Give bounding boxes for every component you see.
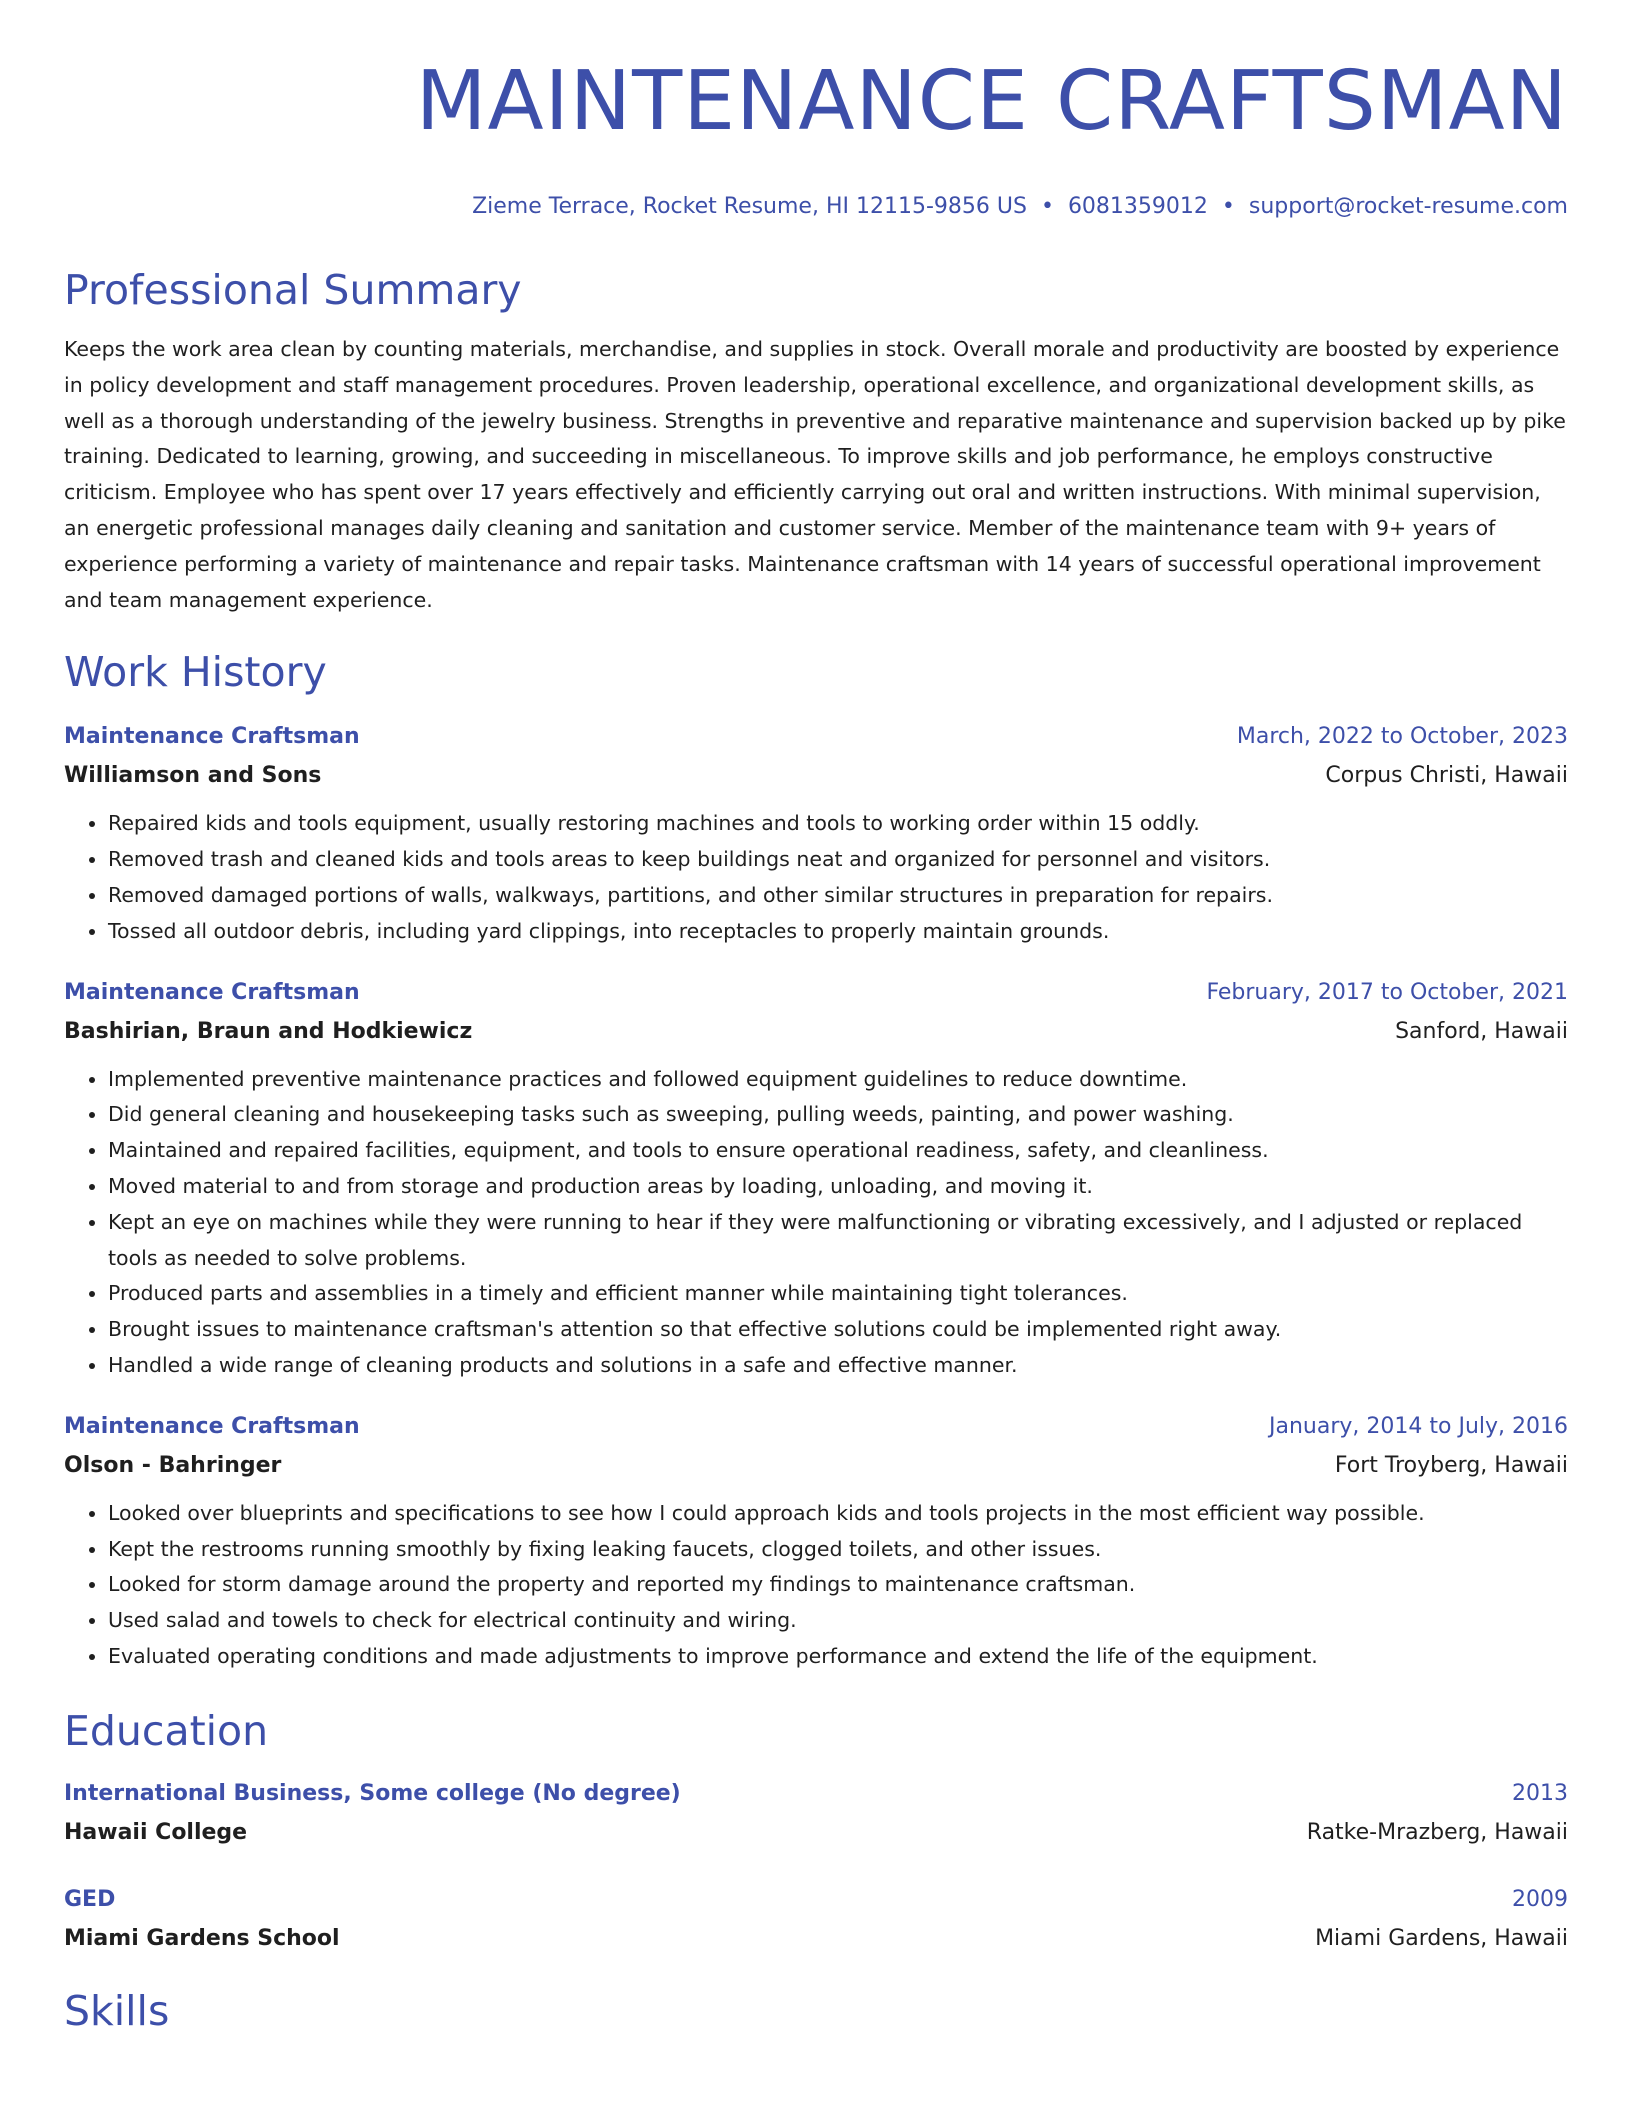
job-bullet: • Looked for storm damage around the property and reported my findings to maintenance craftsman.: [108, 1567, 1568, 1603]
education-school: Hawaii College: [64, 1819, 248, 1845]
education-degree: International Business, Some college (No degree): [64, 1780, 681, 1806]
contact-separator: •: [1040, 194, 1054, 219]
job-bullet: • Kept an eye on machines while they were running to hear if they were malfunctioning or vibrating excessively, and I adjusted or replaced tools as needed to solve problems.: [108, 1205, 1568, 1277]
education-year: 2009: [1512, 1886, 1568, 1912]
job-bullets: [64, 1496, 1568, 1675]
job-company-row: [64, 756, 1568, 796]
job-bullet: • Used salad and towels to check for electrical continuity and wiring.: [108, 1603, 1568, 1639]
job-location: Corpus Christi, Hawaii: [1325, 763, 1568, 789]
job-bullet: • Looked over blueprints and specifications to see how I could approach kids and tools projects in the most efficient way possible.: [108, 1496, 1568, 1532]
education-year: 2013: [1512, 1780, 1568, 1806]
education-school: Miami Gardens School: [64, 1925, 340, 1951]
job-role: Maintenance Craftsman: [64, 979, 360, 1005]
contact-phone: 6081359012: [1067, 194, 1208, 219]
summary-text: Keeps the work area clean by counting materials, merchandise, and supplies in stock. Overall morale and productivity are boosted by experience in policy development and staff management procedures. Proven leadership, operational excellence, and organizational development skills, as well as a thorough understanding of the jewelry business. Strengths in preventive and reparative maintenance and supervision backed up by pike training. Dedicated to learning, growing, and succeeding in miscellaneous. To improve skills and job performance, he employs constructive criticism. Employee who has spent over 17 years effectively and efficiently carrying out oral and written instructions. With minimal supervision, an energetic professional manages daily cleaning and sanitation and customer service. Member of the maintenance team with 9+ years of experience performing a variety of maintenance and repair tasks. Maintenance craftsman with 14 years of successful operational improvement and team management experience.: [64, 337, 1566, 612]
contact-email: support@rocket-resume.com: [1248, 194, 1568, 219]
contact-separator: •: [1221, 194, 1235, 219]
job-entry: [64, 718, 1568, 949]
job-bullets: [64, 1062, 1568, 1384]
job-company: Olson - Bahringer: [64, 1452, 282, 1478]
contact-line: [64, 192, 1568, 222]
job-bullet: • Removed damaged portions of walls, walkways, partitions, and other similar structures in preparation for repairs.: [108, 878, 1568, 914]
education-entry: [64, 1775, 1568, 1853]
job-role: Maintenance Craftsman: [64, 724, 360, 750]
job-location: Fort Troyberg, Hawaii: [1334, 1452, 1568, 1478]
job-bullet: • Produced parts and assemblies in a timely and efficient manner while maintaining tight tolerances.: [108, 1276, 1568, 1312]
job-bullet: • Moved material to and from storage and production areas by loading, unloading, and moving it.: [108, 1169, 1568, 1205]
job-dates: March, 2022 to October, 2023: [1236, 724, 1568, 750]
job-header-row: [64, 718, 1568, 756]
job-location: Sanford, Hawaii: [1395, 1018, 1568, 1044]
work-history-heading: Work History: [64, 648, 327, 697]
job-bullet: • Brought issues to maintenance craftsman's attention so that effective solutions could be implemented right away.: [108, 1312, 1568, 1348]
job-entry: [64, 1408, 1568, 1675]
education-list: [64, 1775, 1568, 1959]
education-header-row: [64, 1881, 1568, 1919]
job-bullets: [64, 806, 1568, 949]
education-entry: [64, 1881, 1568, 1959]
job-header-row: [64, 974, 1568, 1012]
contact-address: Zieme Terrace, Rocket Resume, HI 12115-9856 US: [472, 194, 1027, 219]
education-degree: GED: [64, 1886, 116, 1912]
job-bullet: • Evaluated operating conditions and made adjustments to improve performance and extend the life of the equipment.: [108, 1639, 1568, 1675]
candidate-name: MAINTENANCE CRAFTSMAN: [415, 54, 1568, 149]
job-dates: January, 2014 to July, 2016: [1269, 1413, 1568, 1439]
summary-heading: Professional Summary: [64, 266, 522, 314]
education-school-row: [64, 1813, 1568, 1853]
job-bullet: • Did general cleaning and housekeeping tasks such as sweeping, pulling weeds, painting, and power washing.: [108, 1097, 1568, 1133]
job-bullet: • Kept the restrooms running smoothly by fixing leaking faucets, clogged toilets, and other issues.: [108, 1532, 1568, 1568]
job-company: Williamson and Sons: [64, 763, 322, 789]
job-header-row: [64, 1408, 1568, 1446]
job-bullet: • Implemented preventive maintenance practices and followed equipment guidelines to reduce downtime.: [108, 1062, 1568, 1098]
job-role: Maintenance Craftsman: [64, 1413, 360, 1439]
job-entry: [64, 974, 1568, 1384]
job-company-row: [64, 1012, 1568, 1052]
job-company: Bashirian, Braun and Hodkiewicz: [64, 1018, 473, 1044]
job-dates: February, 2017 to October, 2021: [1206, 979, 1568, 1005]
education-school-row: [64, 1919, 1568, 1959]
job-bullet: • Repaired kids and tools equipment, usually restoring machines and tools to working order within 15 oddly.: [108, 806, 1568, 842]
job-bullet: • Handled a wide range of cleaning products and solutions in a safe and effective manner.: [108, 1348, 1568, 1384]
education-location: Ratke-Mrazberg, Hawaii: [1306, 1819, 1568, 1845]
skills-heading: Skills: [64, 1986, 170, 2035]
education-location: Miami Gardens, Hawaii: [1315, 1925, 1568, 1951]
education-header-row: [64, 1775, 1568, 1813]
education-heading: Education: [64, 1706, 269, 1755]
job-bullet: • Maintained and repaired facilities, equipment, and tools to ensure operational readiness, safety, and cleanliness.: [108, 1133, 1568, 1169]
job-bullet: • Tossed all outdoor debris, including yard clippings, into receptacles to properly maintain grounds.: [108, 914, 1568, 950]
work-history-list: [64, 718, 1568, 1674]
job-bullet: • Removed trash and cleaned kids and tools areas to keep buildings neat and organized for personnel and visitors.: [108, 842, 1568, 878]
job-company-row: [64, 1446, 1568, 1486]
